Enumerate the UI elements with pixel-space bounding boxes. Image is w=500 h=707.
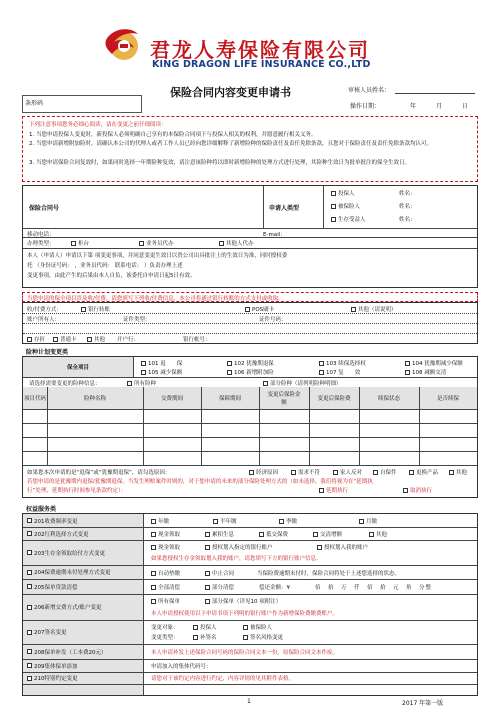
checkbox-icon[interactable] — [27, 630, 32, 635]
bonus-paidup[interactable]: 交清增额 — [313, 530, 342, 538]
checkbox-icon — [319, 361, 324, 366]
checkbox-icon — [319, 370, 324, 375]
checkbox-icon[interactable] — [27, 584, 32, 589]
bank-name-field[interactable]: 开户行： — [117, 337, 140, 343]
barcode-label: 条形码 — [25, 100, 44, 107]
checkbox-icon — [205, 532, 210, 537]
date-day: 日 — [462, 103, 469, 110]
checkbox-icon — [449, 470, 454, 475]
overdue-note: 当保险费逾期未付时，保险合同将处于上述您选择的状态。 — [257, 571, 401, 577]
select-types-label: 请选择需要变更的险种信息： — [29, 381, 101, 387]
overdue-suspend[interactable]: 中止合同 — [205, 569, 234, 577]
role-beneficiary[interactable]: 生存受益人 — [331, 215, 366, 223]
checkbox-icon[interactable] — [27, 676, 32, 681]
col-pay-period: 交费期间 — [160, 396, 183, 402]
card-deposit[interactable]: 存折 — [27, 335, 45, 343]
payment-section — [22, 302, 478, 344]
form-title: 保险合同内容变更申请书 — [170, 86, 291, 99]
sign-target-label: 变更对象： — [151, 625, 179, 631]
checkbox-icon[interactable] — [27, 663, 32, 668]
method-pos[interactable]: POS刷卡 — [245, 305, 274, 313]
company-name-en: KING DRAGON LIFE INSURANCE CO.,LTD — [152, 59, 371, 70]
col-code: 项目代码 — [23, 396, 46, 402]
account-note: 本人申请授权使用以下申请书项下列明的银行账户作为新增保险费缴费账户。 — [151, 611, 339, 617]
loan-full[interactable]: 全部清偿 — [151, 583, 180, 591]
company-logo — [100, 24, 144, 64]
survival-cash[interactable]: 现金领取 — [151, 543, 180, 551]
channel-other[interactable]: 其他人代办 — [219, 239, 254, 247]
date-label: 操作日期： — [350, 103, 381, 110]
col-renew: 是否续保 — [436, 396, 459, 402]
checkbox-icon — [369, 532, 374, 537]
method-other[interactable]: 其他（请说明） — [351, 305, 397, 313]
row-203-label: 203生存金领取给付方式变更 — [23, 540, 143, 565]
survival-my-account[interactable]: 授权划入我的账户 — [317, 543, 368, 551]
notice-item-1: 1. 当您申请投保人变更时，新投保人必须明确自己享有的本保险合同项下与投保人相关的权利，并愿意履行相关义务。 — [29, 132, 317, 138]
sign-policyholder[interactable]: 投保人 — [193, 623, 217, 631]
group-code-field[interactable]: 申请加入的集体代码号： — [151, 664, 212, 670]
checkbox-icon — [213, 519, 218, 524]
checkbox-icon[interactable] — [27, 605, 32, 610]
account-all-policies[interactable]: 所有保单 — [151, 597, 180, 605]
row-206-label: 206新增交费方式/账户变更 — [23, 594, 143, 620]
reason-family[interactable]: 家人反对 — [333, 468, 362, 476]
opt-106[interactable]: 106 新增附加险 — [227, 368, 274, 376]
row-204-label: 204保费逾期未付处理方式变更 — [23, 565, 143, 579]
repay-amount-label: 偿还金额：¥ — [259, 585, 290, 591]
checkbox-icon — [81, 307, 86, 312]
card-debit[interactable]: 普通卡 — [53, 335, 77, 343]
checkbox-icon — [359, 519, 364, 524]
checkbox-icon — [263, 381, 268, 386]
opt-107[interactable]: 107 复 效 — [319, 368, 360, 376]
checkbox-icon — [279, 519, 284, 524]
name-field-1[interactable]: 姓名： — [399, 191, 416, 197]
reason-economic[interactable]: 经济原因 — [249, 468, 278, 476]
checkbox-icon — [259, 532, 264, 537]
row-208-label: 208保单补发（工本费20元） — [23, 644, 143, 659]
checkbox-icon — [151, 571, 156, 576]
dragon-logo-icon — [100, 24, 144, 64]
freq-semiannual[interactable]: 半年缴 — [213, 517, 237, 525]
sign-insured[interactable]: 被保险人 — [243, 623, 272, 631]
survival-note: 如果您授权生存金领取划入我的账户，请您填写下方的银行账户信息。 — [151, 556, 322, 562]
channel-agent[interactable]: 业务员代办 — [139, 239, 174, 247]
checkbox-icon — [291, 470, 296, 475]
checkbox-icon — [193, 625, 198, 630]
opt-104[interactable]: 104 犹豫期减少保额 — [405, 359, 463, 367]
overdue-autoloan[interactable]: 自动垫缴 — [151, 569, 180, 577]
checkbox-icon[interactable] — [27, 550, 32, 555]
bank-account-field[interactable]: 银行帐号： — [183, 337, 211, 343]
card-other[interactable]: 其他 — [87, 335, 105, 343]
defer-option[interactable]: 延期执行 — [319, 486, 348, 494]
checkbox-icon — [219, 241, 224, 246]
loan-partial[interactable]: 部分清偿 — [205, 583, 234, 591]
row-207-label: 207签名变更 — [23, 620, 143, 644]
checkbox-icon — [139, 241, 144, 246]
checkbox-icon — [151, 585, 156, 590]
survival-bank[interactable]: 授权划入指定的银行账户 — [205, 543, 273, 551]
special-note: 请您对于该约定内容进行约定，内容详情的见其附件表格。 — [151, 676, 295, 682]
freq-annual[interactable]: 年缴 — [151, 517, 169, 525]
checkbox-icon — [331, 191, 336, 196]
id-type-field[interactable]: 证件类型： — [123, 317, 151, 323]
checkbox-icon[interactable] — [27, 570, 32, 575]
barcode-box — [22, 95, 142, 113]
checkbox-icon — [249, 470, 254, 475]
checkbox-icon — [227, 361, 232, 366]
opt-102[interactable]: 102 犹豫期退保 — [227, 359, 274, 367]
all-types-option[interactable]: 所有险种 — [127, 379, 156, 387]
reissue-note: 本人申请补发上述保险合同号码的保险合同文本一份，原保险合同文本作废。 — [151, 650, 339, 656]
checkbox-icon — [319, 488, 324, 493]
checkbox-icon[interactable] — [27, 649, 32, 654]
col-renew-status: 续保状态 — [377, 396, 400, 402]
checkbox-icon — [205, 571, 210, 576]
checkbox-icon — [87, 337, 92, 342]
notice-item-3: 3. 当您申请保险合同复效时，如果同时选择一年期险种复效，请注意该险种将以即时新增险种的处理方式进行处理，其险种生效日为批单批注的保全生效日。 — [29, 160, 411, 166]
opt-108[interactable]: 108 减额交清 — [405, 368, 446, 376]
sign-style[interactable]: 签名风格变更 — [243, 633, 283, 641]
applicant-type-label: 申请人类型 — [269, 205, 300, 212]
policy-no-label: 保险合同号 — [29, 205, 60, 212]
checkbox-icon — [373, 470, 378, 475]
checkbox-icon — [331, 217, 336, 222]
checkbox-icon — [71, 241, 76, 246]
role-insured[interactable]: 被保险人 — [331, 202, 360, 210]
checkbox-icon — [331, 204, 336, 209]
account-some-policies[interactable]: 部分保单（详见10 项附注） — [205, 597, 281, 605]
checkbox-icon — [205, 585, 210, 590]
red-note-1: 若您申请的是犹豫期内退保/犹豫期退保，当发生理赔案件时则的，对于您申请的未来的部分保险处理方式的（如未选择，我们将视为在“延期执 — [27, 479, 373, 485]
checkbox-icon — [405, 370, 410, 375]
row-209-label: 209集体保单添加 — [23, 659, 143, 672]
checkbox-icon — [205, 599, 210, 604]
authorization-line-3: 变更事项，由此产生的后果由本人自负，该委托自申请日起5日有效。 — [27, 273, 196, 279]
freq-monthly[interactable]: 月缴 — [359, 517, 377, 525]
red-note-2: 行”处理，延期执行时间参见条款约定）： — [27, 488, 127, 494]
reason-switch[interactable]: 更换产品 — [409, 468, 438, 476]
opt-101[interactable]: 101 退 保 — [141, 359, 182, 367]
opt-105[interactable]: 105 减少保额 — [141, 368, 182, 376]
freq-quarterly[interactable]: 季缴 — [279, 517, 297, 525]
checkbox-icon — [245, 307, 250, 312]
checkbox-icon — [351, 307, 356, 312]
reason-self[interactable]: 自保件 — [373, 468, 397, 476]
notice-item-2: 2. 当您申请新增附加险时，请确认本公司的代理人或者工作人员已经向您详细解释了新增险种的保险责任及责任免除条款，且您对于保险责任及责任免除条款均认可。 — [29, 141, 433, 147]
checkbox-icon — [141, 370, 146, 375]
mobile-field[interactable]: 移动电话： — [27, 232, 55, 238]
reviewer-line — [395, 93, 475, 94]
some-types-option[interactable]: 部分险种（请列明险种明细） — [263, 379, 342, 387]
channel-label: 办理类型： — [27, 241, 55, 247]
sign-type-label: 变更类型： — [151, 635, 179, 641]
checkbox-icon — [313, 532, 318, 537]
notice-box — [22, 116, 478, 182]
bonus-other[interactable]: 其他 — [369, 530, 387, 538]
name-field-3[interactable]: 姓名： — [399, 217, 416, 223]
checkbox-icon — [403, 488, 408, 493]
checkbox-icon — [205, 545, 210, 550]
checkbox-icon — [53, 337, 58, 342]
col-cover-period: 保障期间 — [218, 396, 241, 402]
checkbox-icon — [151, 599, 156, 604]
reviewer-label: 审核人员姓名： — [348, 87, 391, 94]
reason-other[interactable]: 其他 — [449, 468, 467, 476]
row-202-label: 202红利选择方式变更 — [23, 527, 143, 540]
checkbox-icon[interactable] — [27, 531, 32, 536]
checkbox-icon — [243, 625, 248, 630]
opt-103[interactable]: 103 续保选择权 — [319, 359, 366, 367]
checkbox-icon — [317, 545, 322, 550]
row-201-label: 201收费频率变更 — [23, 514, 143, 527]
form-version: 2017 年第一版 — [402, 700, 444, 707]
row-205-label: 205保单贷款清偿 — [23, 579, 143, 594]
bonus-accumulate[interactable]: 累积生息 — [205, 530, 234, 538]
col-new-premium: 变更后保险费 — [317, 396, 351, 402]
reason-label: 如果您本次申请的是“退保”或“犹豫期退保”，请勾选原因： — [27, 470, 171, 476]
email-field[interactable]: E-mail： — [263, 232, 286, 238]
checkbox-icon — [405, 361, 410, 366]
bonus-offset[interactable]: 抵交保费 — [259, 530, 288, 538]
insurance-section — [22, 356, 478, 498]
role-policyholder[interactable]: 投保人 — [331, 189, 355, 197]
authorization-line-1: 本人（申请人）申请以下第 项变更事项，并同意变更生效日以贵公司出具批注上的生效日为准，同时授权委 — [27, 253, 288, 259]
checkbox-icon — [333, 470, 338, 475]
checkbox-icon — [409, 470, 414, 475]
cancel-option[interactable]: 取消执行 — [403, 486, 432, 494]
bonus-cash[interactable]: 现金领取 — [151, 530, 180, 538]
checkbox-icon — [151, 532, 156, 537]
payment-banner: 当您申请的保全项目涉及收/付费，请您填写下列收/付费信息，本公司将通过银行转账的方式支付或收取。 — [22, 292, 478, 302]
method-bank-transfer[interactable]: 银行转账 — [81, 305, 110, 313]
checkbox-icon — [193, 635, 198, 640]
checkbox-icon[interactable] — [27, 518, 32, 523]
checkbox-icon — [27, 337, 32, 342]
services-title: 权益服务类 — [26, 506, 57, 513]
repay-amount-units[interactable]: 佰 拾 万 仟 佰 拾 元 角 分整 — [315, 585, 433, 591]
checkbox-icon — [227, 370, 232, 375]
company-name-cn: 君龙人寿保险有限公司 — [150, 38, 370, 62]
checkbox-icon — [141, 361, 146, 366]
col-product: 险种名称 — [83, 396, 106, 402]
page-number: 1 — [247, 698, 251, 705]
row-210-label: 210特别约定变更 — [23, 672, 143, 684]
applicant-section — [22, 185, 478, 288]
id-no-field[interactable]: 证件号码： — [259, 317, 287, 323]
payment-method-label: 收/付费方式： — [27, 307, 62, 313]
channel-counter[interactable]: 柜台 — [71, 239, 89, 247]
checkbox-icon — [151, 545, 156, 550]
services-table — [22, 513, 478, 696]
reason-mismatch[interactable]: 需求不符 — [291, 468, 320, 476]
date-month: 月 — [436, 103, 443, 110]
account-holder-field[interactable]: 账户所有人： — [27, 317, 61, 323]
checkbox-icon — [243, 635, 248, 640]
checkbox-icon — [127, 381, 132, 386]
col-new-sum: 变更后保险金额 — [267, 392, 301, 406]
checkbox-icon — [151, 519, 156, 524]
sign-resign[interactable]: 补签名 — [193, 633, 217, 641]
date-year: 年 — [410, 103, 417, 110]
authorization-line-2: 托 （身份证号码： ，业务员代码： 联系电话： ）负责办理上述 — [27, 263, 183, 269]
notice-heading: 下列注意事项您务必细心阅读，请在变更之前仔细阅读： — [29, 122, 167, 128]
items-label: 保全项目 — [66, 365, 89, 371]
name-field-2[interactable]: 姓名： — [399, 204, 416, 210]
insurance-section-title: 险种计划变更类 — [26, 349, 69, 356]
